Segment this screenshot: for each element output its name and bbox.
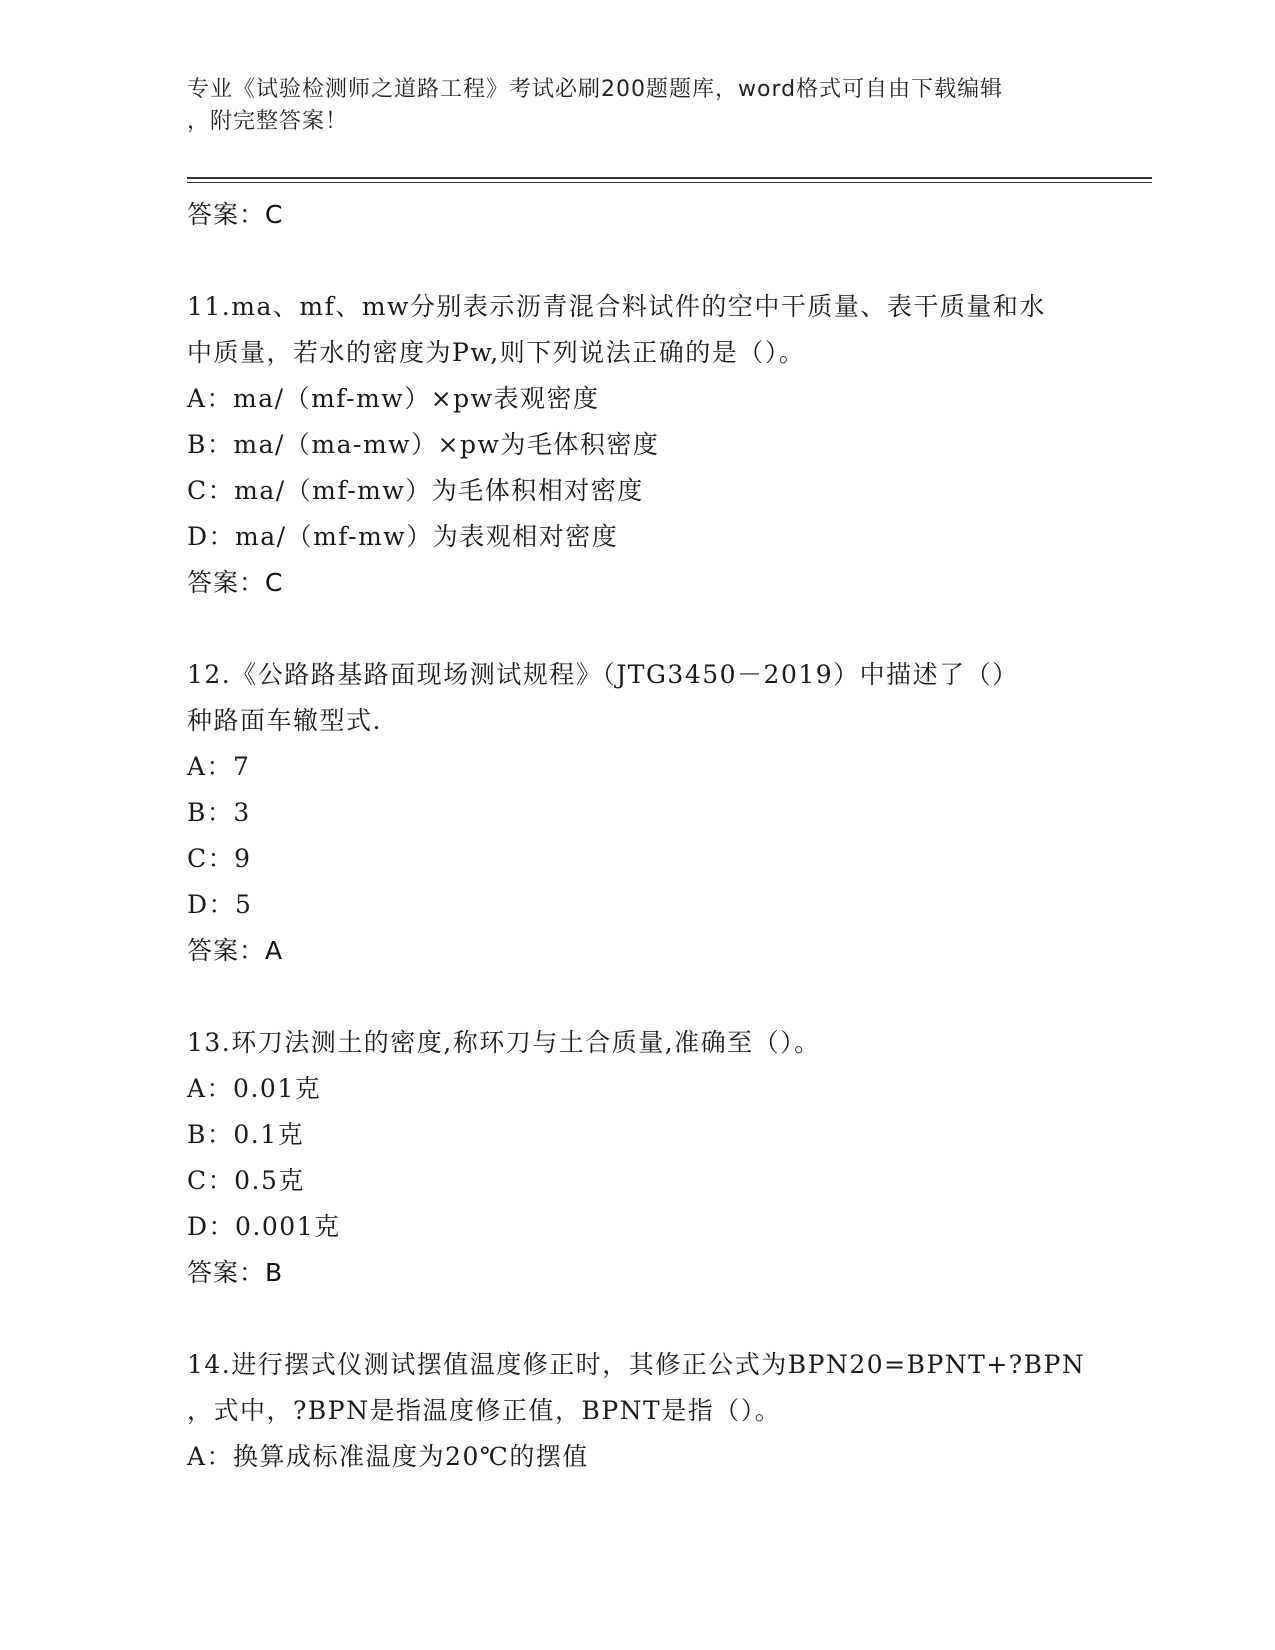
- header-divider-thick: [187, 177, 1152, 179]
- question-14: [187, 1342, 1147, 1480]
- question-13-answer: 答案：B: [187, 1258, 284, 1287]
- question-11-option-a: A：ma/（mf-mw）×pw表观密度: [187, 384, 600, 413]
- question-11-text-line-2: 中质量，若水的密度为Pw,则下列说法正确的是（）。: [187, 338, 806, 367]
- question-13-text-line-1: 13.环刀法测土的密度,称环刀与土合质量,准确至（）。: [187, 1028, 821, 1057]
- question-11-text-line-1: 11.ma、mf、mw分别表示沥青混合料试件的空中干质量、表干质量和水: [187, 292, 1046, 321]
- question-11-answer: 答案：C: [187, 568, 284, 597]
- question-11-option-c: C：ma/（mf-mw）为毛体积相对密度: [187, 476, 644, 505]
- question-12-text-line-2: 种路面车辙型式.: [187, 706, 382, 735]
- question-12: [187, 652, 1147, 974]
- header-title-line: 专业《试验检测师之道路工程》考试必刷200题题库，word格式可自由下载编辑: [187, 77, 1004, 102]
- question-13-option-c: C：0.5克: [187, 1166, 305, 1195]
- question-12-answer: 答案：A: [187, 936, 284, 965]
- question-12-option-c: C：9: [187, 844, 252, 873]
- question-11: [187, 284, 1147, 606]
- question-12-text-line-1: 12.《公路路基路面现场测试规程》（JTG3450－2019）中描述了（）: [187, 660, 1019, 689]
- question-11-option-b: B：ma/（ma-mw）×pw为毛体积密度: [187, 430, 660, 459]
- question-13-option-b: B：0.1克: [187, 1120, 305, 1149]
- previous-answer: 答案：C: [187, 200, 284, 229]
- question-14-option-a: A：换算成标准温度为20℃的摆值: [187, 1442, 589, 1471]
- header-divider-thin: [187, 182, 1152, 183]
- document-header: [187, 74, 1067, 138]
- question-13-option-a: A：0.01克: [187, 1074, 322, 1103]
- question-12-option-d: D：5: [187, 890, 253, 919]
- question-list: [187, 192, 1147, 1480]
- question-14-text-line-1: 14.进行摆式仪测试摆值温度修正时，其修正公式为BPN20=BPNT+?BPN: [187, 1350, 1086, 1379]
- question-13: [187, 1020, 1147, 1296]
- question-13-option-d: D：0.001克: [187, 1212, 341, 1241]
- question-11-option-d: D：ma/（mf-mw）为表观相对密度: [187, 522, 619, 551]
- header-title-continuation: ，附完整答案！: [187, 109, 349, 134]
- question-14-text-line-2: ，式中，?BPN是指温度修正值，BPNT是指（）。: [187, 1396, 782, 1425]
- question-12-option-b: B：3: [187, 798, 251, 827]
- question-12-option-a: A：7: [187, 752, 251, 781]
